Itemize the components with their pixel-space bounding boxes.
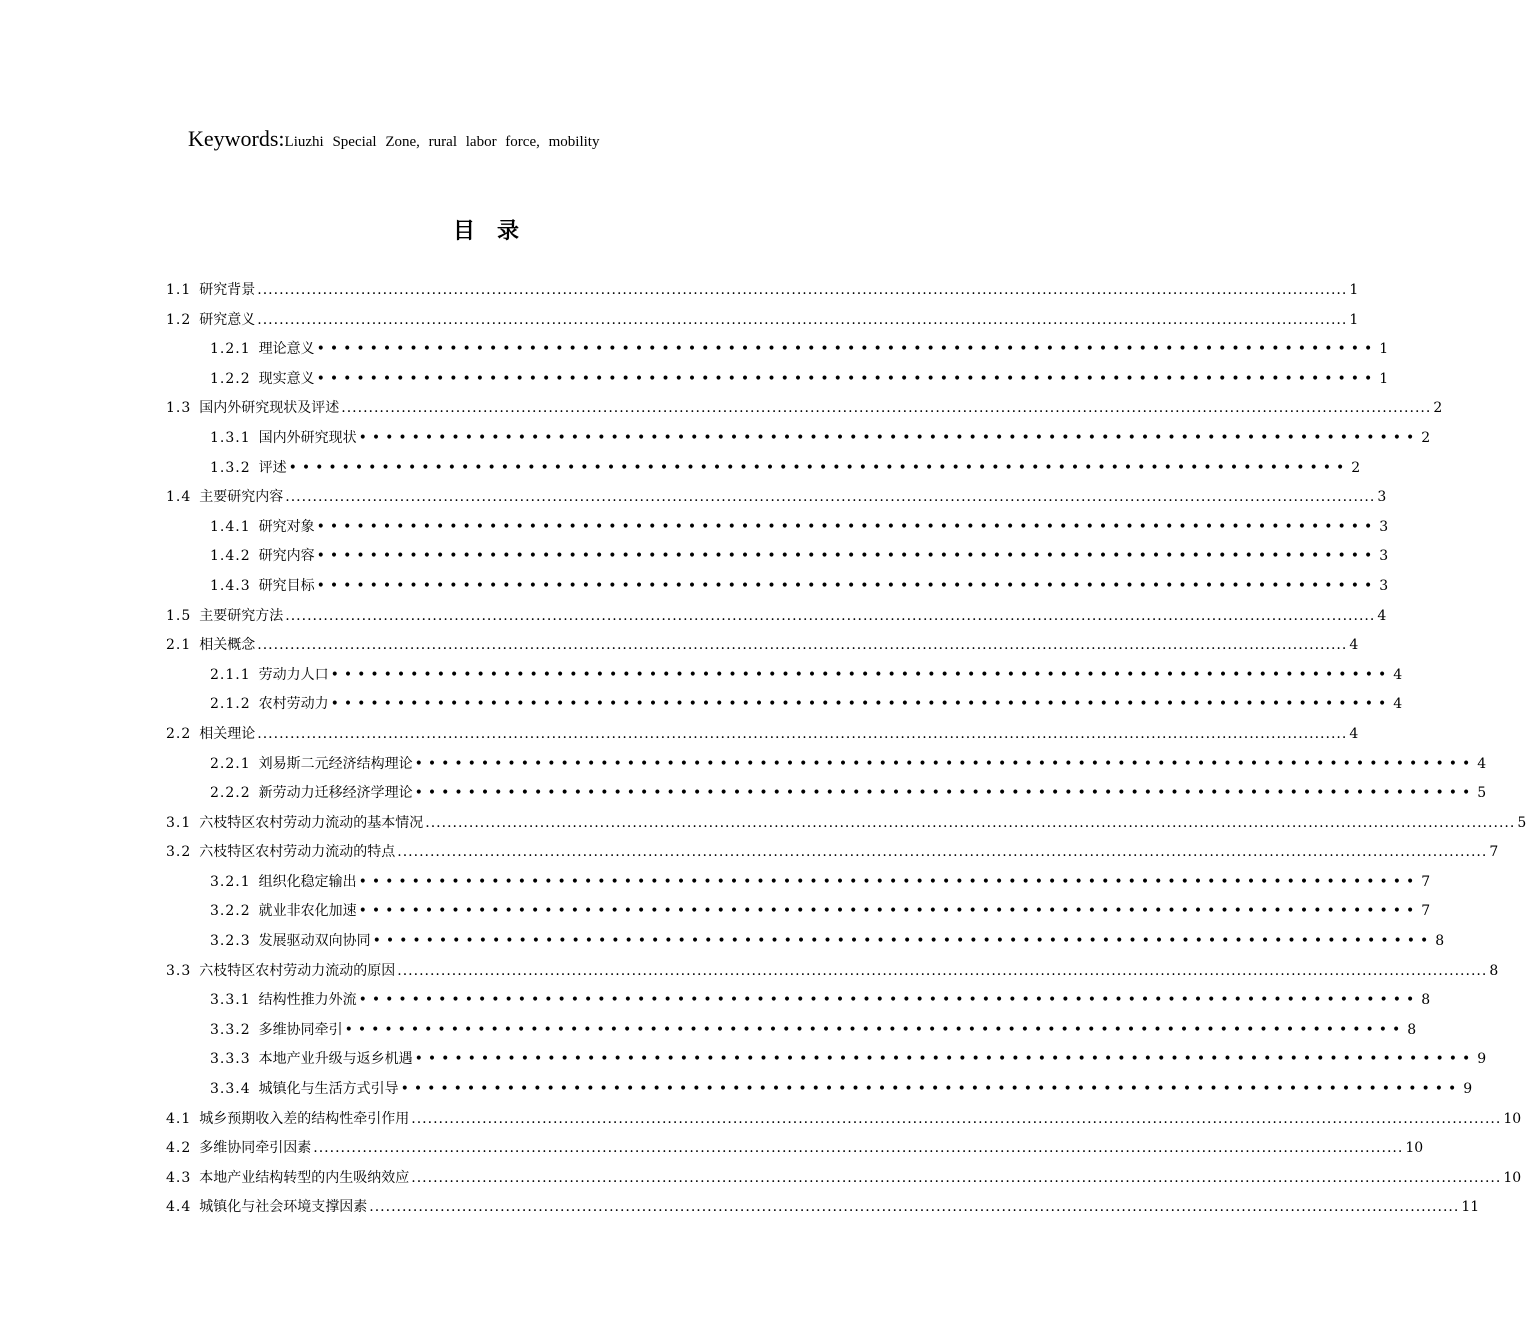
toc-entry-page: 1: [1379, 370, 1389, 387]
toc-leader: ........................................................................................................................................................................................................: [285, 489, 1376, 506]
toc-entry-number: 1.4: [166, 489, 192, 506]
toc-entry-title: 评述: [258, 459, 287, 476]
toc-entry-page: 4: [1477, 755, 1487, 772]
toc-entry[interactable]: [166, 871, 1431, 901]
toc-leader: ••••••••••••••••••••••••••••••••••••••••••••••••••••••••••••••••••••••••••••••••: [414, 755, 1476, 772]
toc-title: 目录: [452, 219, 541, 244]
toc-leader: ••••••••••••••••••••••••••••••••••••••••••••••••••••••••••••••••••••••••••••••••: [400, 1081, 1462, 1098]
toc-entry-page: 5: [1517, 814, 1526, 831]
toc-entry[interactable]: [166, 486, 1387, 516]
toc-entry-title: 城镇化与生活方式引导: [258, 1081, 399, 1098]
toc-entry[interactable]: [166, 753, 1487, 783]
toc-entry[interactable]: [166, 516, 1389, 546]
toc-leader: ••••••••••••••••••••••••••••••••••••••••••••••••••••••••••••••••••••••••••••••••: [344, 1021, 1406, 1038]
toc-entry-number: 3.1: [166, 814, 192, 831]
toc-entry-title: 现实意义: [258, 370, 315, 387]
toc-entry[interactable]: [166, 309, 1359, 339]
toc-entry-number: 3.2.3: [210, 933, 251, 950]
toc-leader: ........................................................................................................................................................................................................: [257, 725, 1348, 742]
toc-leader: ••••••••••••••••••••••••••••••••••••••••••••••••••••••••••••••••••••••••••••••••: [316, 518, 1378, 535]
toc-entry-title: 六枝特区农村劳动力流动的基本情况: [199, 814, 424, 831]
toc-entry[interactable]: [166, 989, 1431, 1019]
toc-entry-page: 3: [1379, 548, 1389, 565]
toc-entry-page: 8: [1407, 1021, 1417, 1038]
toc-entry-page: 3: [1379, 518, 1389, 535]
toc-leader: ••••••••••••••••••••••••••••••••••••••••••••••••••••••••••••••••••••••••••••••••: [316, 548, 1378, 565]
toc-entry-title: 主要研究方法: [199, 607, 284, 624]
toc-entry[interactable]: [166, 397, 1443, 427]
toc-entry-page: 8: [1489, 962, 1499, 979]
toc-entry-title: 研究意义: [199, 311, 256, 328]
toc-entry-number: 4.4: [166, 1199, 192, 1216]
toc-entry-title: 理论意义: [258, 341, 315, 358]
toc-entry[interactable]: [166, 634, 1359, 664]
toc-entry-page: 4: [1349, 637, 1359, 654]
toc-entry-page: 2: [1351, 459, 1361, 476]
toc-entry-title: 新劳动力迁移经济学理论: [258, 785, 413, 802]
toc-entry[interactable]: [166, 664, 1403, 694]
toc-entry-title: 研究背景: [199, 282, 256, 298]
toc-entry[interactable]: [166, 368, 1389, 398]
toc-entry-title: 城乡预期收入差的结构性牵引作用: [199, 1110, 410, 1127]
toc-entry-title: 本地产业升级与返乡机遇: [258, 1051, 413, 1068]
toc-entry[interactable]: [166, 605, 1387, 635]
toc-leader: ••••••••••••••••••••••••••••••••••••••••••••••••••••••••••••••••••••••••••••••••: [358, 903, 1420, 920]
toc-leader: ........................................................................................................................................................................................................: [397, 962, 1488, 979]
toc-entry-number: 3.2.2: [210, 903, 251, 920]
toc-entry[interactable]: [166, 338, 1389, 368]
toc-leader: ........................................................................................................................................................................................................: [313, 1140, 1404, 1157]
toc-entry-title: 国内外研究现状: [258, 429, 357, 446]
toc-entry-title: 研究内容: [258, 548, 315, 565]
toc-entry-title: 研究目标: [258, 577, 315, 594]
toc-leader: ••••••••••••••••••••••••••••••••••••••••••••••••••••••••••••••••••••••••••••••••: [358, 429, 1420, 446]
toc-entry-title: 就业非农化加速: [258, 903, 357, 920]
toc-entry-number: 4.1: [166, 1110, 192, 1127]
toc-entry-number: 3.3.4: [210, 1081, 251, 1098]
toc-entry-number: 3.2: [166, 844, 192, 861]
toc-entry-number: 1.2.2: [210, 370, 251, 387]
toc-leader: ........................................................................................................................................................................................................: [285, 607, 1376, 624]
toc-entry-title: 多维协同牵引: [258, 1021, 343, 1038]
toc-entry[interactable]: [166, 723, 1359, 753]
toc-entry-number: 1.2: [166, 311, 192, 328]
toc-leader: ••••••••••••••••••••••••••••••••••••••••••••••••••••••••••••••••••••••••••••••••: [316, 577, 1378, 594]
toc-entry[interactable]: [166, 1196, 1480, 1226]
toc-entry[interactable]: [166, 1048, 1487, 1078]
toc-entry-number: 1.4.1: [210, 518, 251, 535]
toc-entry-page: 4: [1393, 696, 1403, 713]
toc-entry[interactable]: [166, 1137, 1424, 1167]
toc-entry-number: 1.2.1: [210, 341, 251, 358]
toc-entry[interactable]: [166, 841, 1499, 871]
toc-entry-number: 4.3: [166, 1169, 192, 1186]
toc-entry-title: 六枝特区农村劳动力流动的原因: [199, 962, 396, 979]
toc-entry-page: 9: [1463, 1081, 1473, 1098]
toc-entry-number: 3.3.2: [210, 1021, 251, 1038]
toc-entry-title: 多维协同牵引因素: [199, 1140, 312, 1157]
toc-entry-number: 2.1.1: [210, 666, 251, 683]
toc-leader: ••••••••••••••••••••••••••••••••••••••••••••••••••••••••••••••••••••••••••••••••: [288, 459, 1350, 476]
toc-entry-number: 1.1: [166, 282, 192, 298]
toc-leader: ••••••••••••••••••••••••••••••••••••••••••••••••••••••••••••••••••••••••••••••••: [358, 992, 1420, 1009]
toc-leader: ••••••••••••••••••••••••••••••••••••••••••••••••••••••••••••••••••••••••••••••••: [358, 873, 1420, 890]
toc-entry-page: 1: [1349, 311, 1359, 328]
toc-leader: ••••••••••••••••••••••••••••••••••••••••••••••••••••••••••••••••••••••••••••••••: [316, 370, 1378, 387]
toc-entry-page: 3: [1379, 577, 1389, 594]
toc-entry-title: 农村劳动力: [258, 696, 329, 713]
toc-leader: ........................................................................................................................................................................................................: [257, 311, 1348, 328]
toc-leader: ........................................................................................................................................................................................................: [425, 814, 1516, 831]
toc-entry-title: 组织化稳定输出: [258, 873, 357, 890]
toc-leader: ........................................................................................................................................................................................................: [257, 637, 1348, 654]
toc-leader: ••••••••••••••••••••••••••••••••••••••••••••••••••••••••••••••••••••••••••••••••: [414, 785, 1476, 802]
toc-entry-title: 相关理论: [199, 725, 256, 742]
toc-entry-number: 2.2.2: [210, 785, 251, 802]
toc-leader: ........................................................................................................................................................................................................: [257, 282, 1348, 298]
toc-entry[interactable]: [166, 1108, 1522, 1138]
toc-entry-page: 3: [1377, 489, 1387, 506]
toc-leader: ........................................................................................................................................................................................................: [411, 1110, 1502, 1127]
toc-entry-title: 刘易斯二元经济结构理论: [258, 755, 413, 772]
toc-entry-page: 4: [1393, 666, 1403, 683]
toc-entry[interactable]: [166, 812, 1526, 842]
toc-leader: ••••••••••••••••••••••••••••••••••••••••••••••••••••••••••••••••••••••••••••••••: [414, 1051, 1476, 1068]
toc-entry-number: 4.2: [166, 1140, 192, 1157]
toc-entry-title: 城镇化与社会环境支撑因素: [199, 1199, 368, 1216]
keywords-text: Liuzhi Special Zone, rural labor force, mobility: [284, 134, 600, 150]
toc-entry[interactable]: [166, 1019, 1417, 1049]
toc-entry[interactable]: [166, 1167, 1522, 1197]
toc-entry-title: 六枝特区农村劳动力流动的特点: [199, 844, 396, 861]
toc-entry-title: 主要研究内容: [199, 489, 284, 506]
toc-entry-page: 8: [1435, 933, 1445, 950]
toc-entry-number: 1.4.3: [210, 577, 251, 594]
toc-entry-page: 1: [1379, 341, 1389, 358]
toc-leader: ••••••••••••••••••••••••••••••••••••••••••••••••••••••••••••••••••••••••••••••••: [330, 696, 1392, 713]
table-of-contents: [166, 279, 1526, 1226]
toc-entry[interactable]: [166, 279, 1359, 309]
toc-entry-number: 1.3.1: [210, 429, 251, 446]
toc-entry-title: 发展驱动双向协同: [258, 933, 371, 950]
toc-entry[interactable]: [166, 693, 1403, 723]
toc-entry-title: 本地产业结构转型的内生吸纳效应: [199, 1169, 410, 1186]
keywords-line: [188, 126, 599, 152]
toc-leader: ••••••••••••••••••••••••••••••••••••••••••••••••••••••••••••••••••••••••••••••••: [316, 341, 1378, 358]
toc-leader: ••••••••••••••••••••••••••••••••••••••••••••••••••••••••••••••••••••••••••••••••: [330, 666, 1392, 683]
toc-entry[interactable]: [166, 575, 1389, 605]
toc-entry-number: 1.3.2: [210, 459, 251, 476]
toc-entry-page: 7: [1421, 903, 1431, 920]
toc-entry[interactable]: [166, 782, 1487, 812]
toc-entry-page: 7: [1421, 873, 1431, 890]
toc-entry-number: 2.2: [166, 725, 192, 742]
toc-entry-number: 2.1: [166, 637, 192, 654]
toc-entry-page: 4: [1349, 725, 1359, 742]
toc-entry-number: 3.3: [166, 962, 192, 979]
toc-entry-page: 2: [1421, 429, 1431, 446]
toc-entry[interactable]: [166, 545, 1389, 575]
toc-entry-page: 9: [1477, 1051, 1487, 1068]
toc-entry-number: 1.4.2: [210, 548, 251, 565]
toc-entry-number: 2.2.1: [210, 755, 251, 772]
toc-entry[interactable]: [166, 457, 1361, 487]
toc-entry-number: 3.2.1: [210, 873, 251, 890]
toc-entry[interactable]: [166, 900, 1431, 930]
toc-entry-number: 1.3: [166, 400, 192, 417]
toc-entry-title: 结构性推力外流: [258, 992, 357, 1009]
toc-entry-number: 2.1.2: [210, 696, 251, 713]
toc-entry-page: 7: [1489, 844, 1499, 861]
toc-entry-page: 8: [1421, 992, 1431, 1009]
toc-leader: ........................................................................................................................................................................................................: [369, 1199, 1460, 1216]
toc-entry-title: 劳动力人口: [258, 666, 329, 683]
keywords-label: Keywords:: [188, 126, 285, 151]
toc-entry-title: 研究对象: [258, 518, 315, 535]
toc-entry-number: 3.3.1: [210, 992, 251, 1009]
toc-leader: ........................................................................................................................................................................................................: [341, 400, 1432, 417]
toc-leader: ••••••••••••••••••••••••••••••••••••••••••••••••••••••••••••••••••••••••••••••••: [372, 933, 1434, 950]
toc-entry-page: 1: [1349, 282, 1359, 298]
toc-entry-title: 相关概念: [199, 637, 256, 654]
toc-entry-page: 11: [1461, 1199, 1480, 1216]
toc-entry-page: 10: [1503, 1169, 1522, 1186]
toc-leader: ........................................................................................................................................................................................................: [411, 1169, 1502, 1186]
toc-entry-page: 10: [1503, 1110, 1522, 1127]
toc-entry-page: 2: [1433, 400, 1443, 417]
toc-entry[interactable]: [166, 1078, 1473, 1108]
toc-entry-page: 5: [1477, 785, 1487, 802]
toc-entry-page: 10: [1405, 1140, 1424, 1157]
toc-entry-title: 国内外研究现状及评述: [199, 400, 340, 417]
toc-entry[interactable]: [166, 960, 1499, 990]
toc-entry-page: 4: [1377, 607, 1387, 624]
toc-entry[interactable]: [166, 427, 1431, 457]
toc-leader: ........................................................................................................................................................................................................: [397, 844, 1488, 861]
toc-entry-number: 3.3.3: [210, 1051, 251, 1068]
toc-entry[interactable]: [166, 930, 1445, 960]
toc-entry-number: 1.5: [166, 607, 192, 624]
